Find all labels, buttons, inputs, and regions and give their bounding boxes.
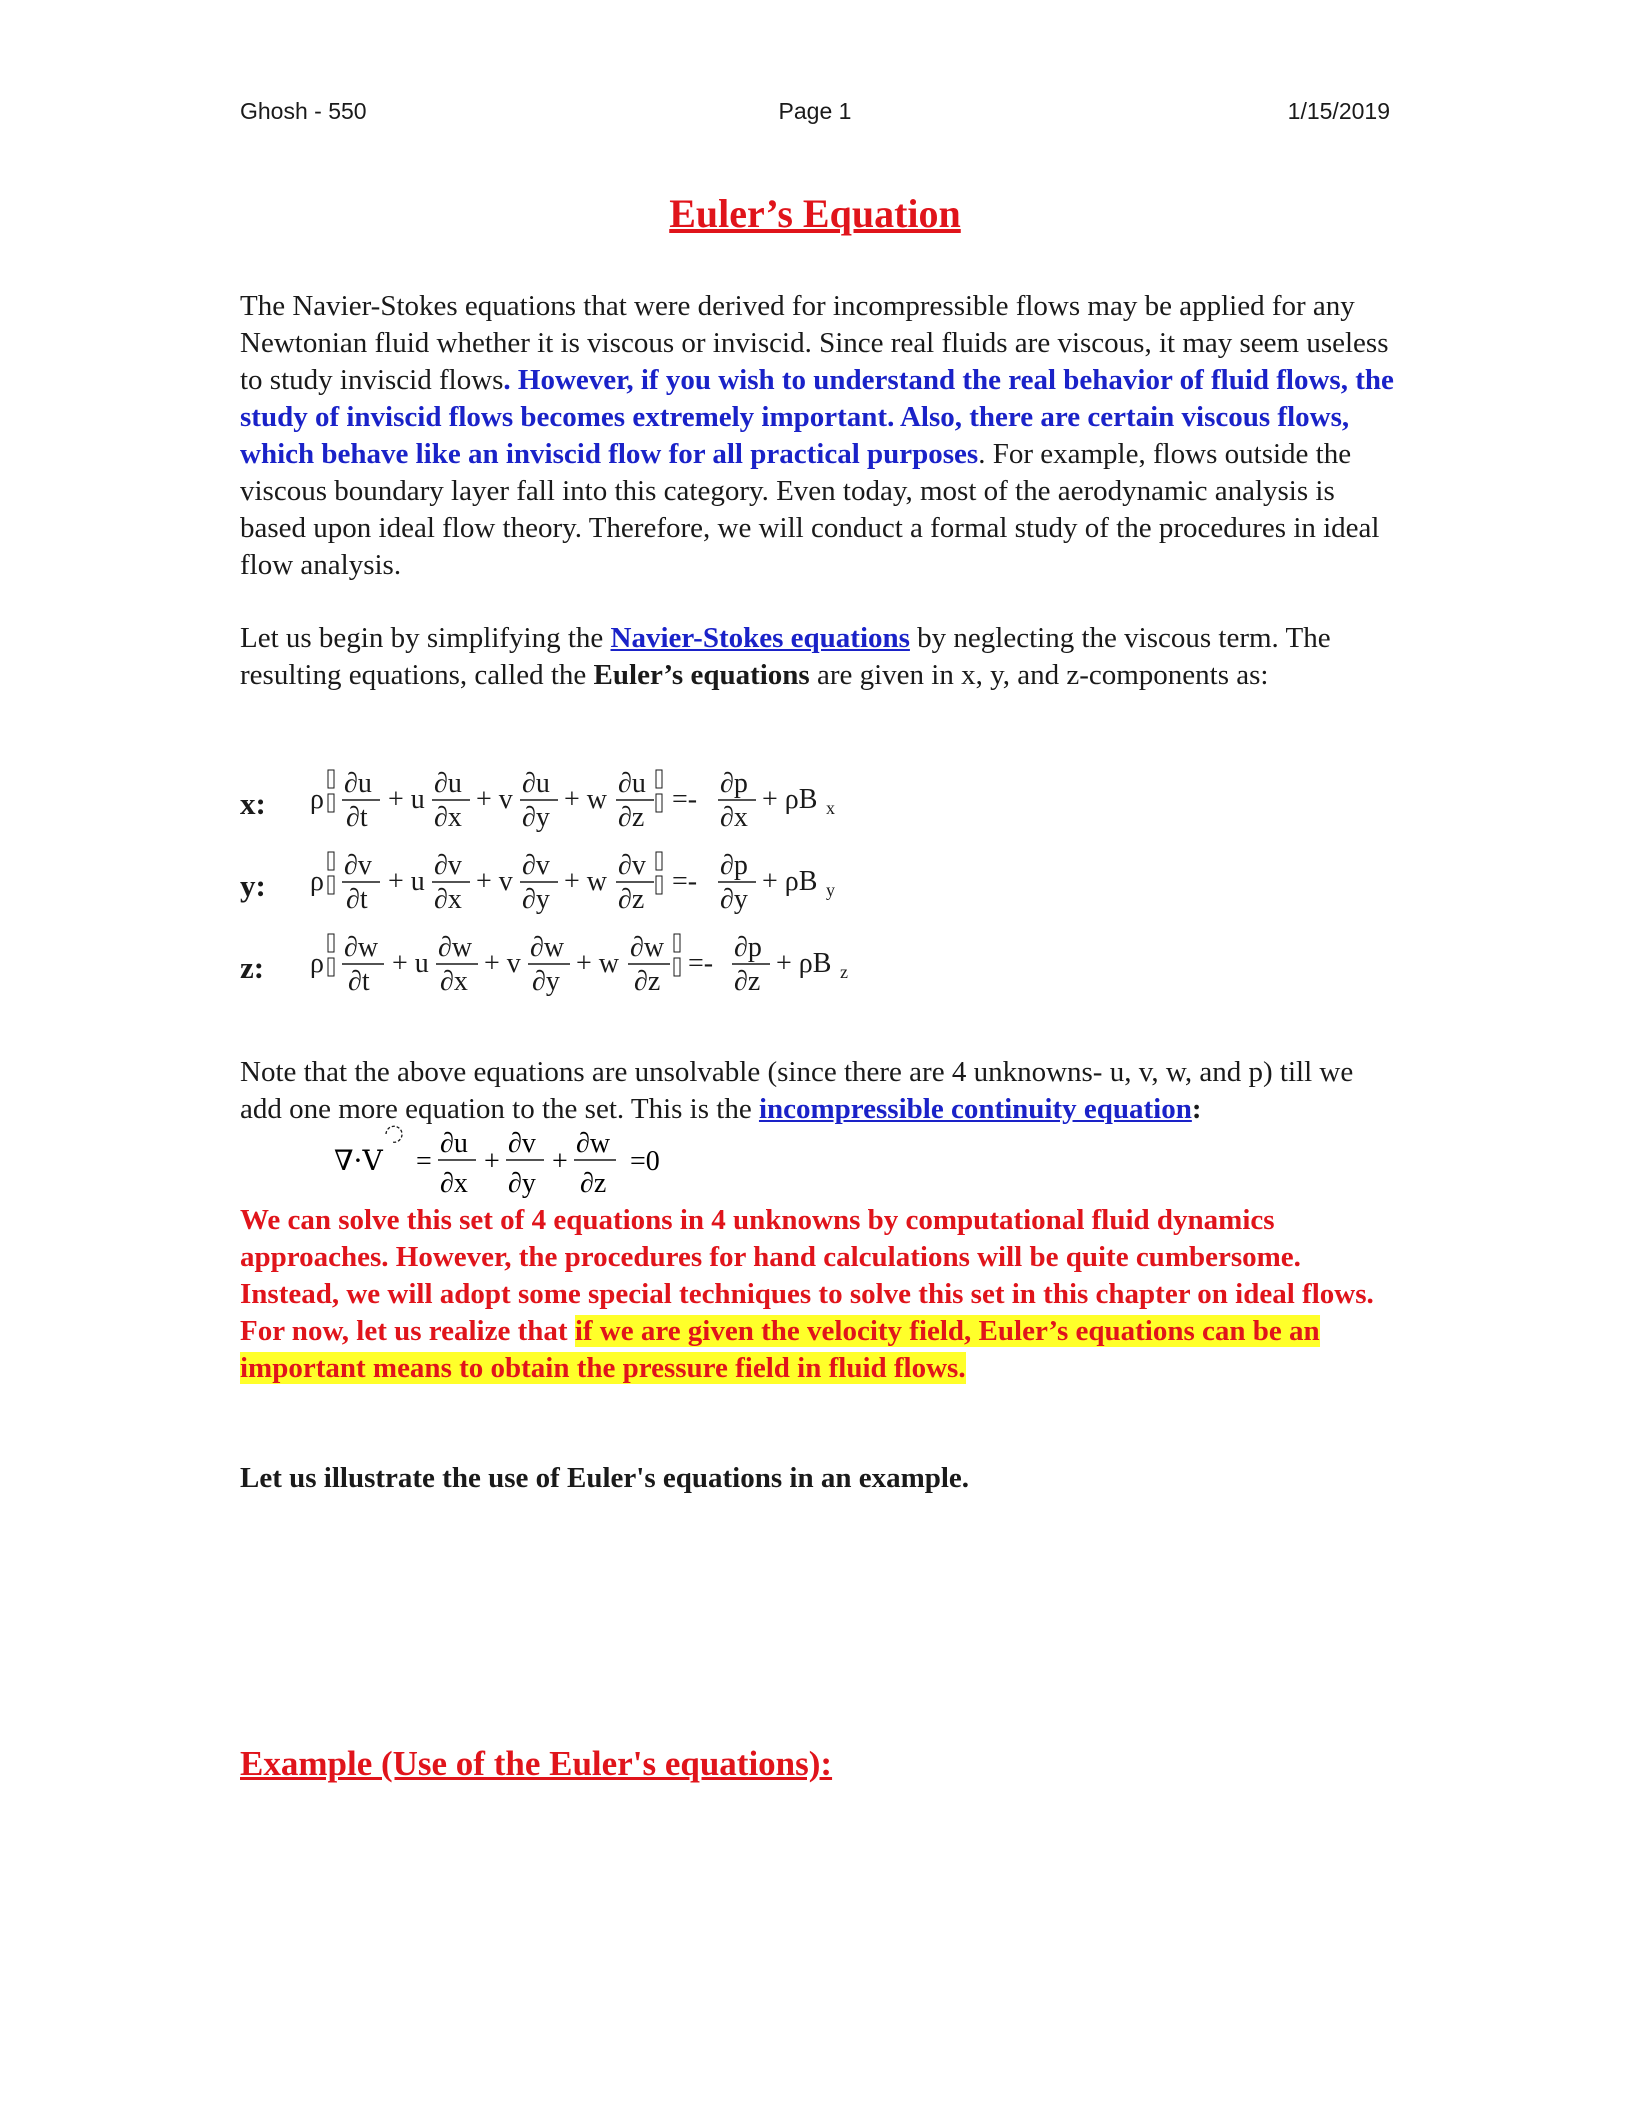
svg-text:∂t: ∂t <box>346 802 368 833</box>
svg-text:∂x: ∂x <box>434 884 462 915</box>
svg-text:ρ: ρ <box>310 784 324 815</box>
svg-text:+ w: + w <box>576 948 620 979</box>
eulers-equations-bold: Euler’s equations <box>593 659 810 691</box>
svg-text:+ ρB: + ρB <box>762 866 818 897</box>
svg-text:∂y: ∂y <box>532 966 560 997</box>
svg-text:z: z <box>840 962 848 982</box>
equation-x-label: x: <box>240 786 266 821</box>
svg-text:+ ρB: + ρB <box>762 784 818 815</box>
svg-text:∂x: ∂x <box>440 966 468 997</box>
simplify-text-3: are given in x, y, and z-components as: <box>809 659 1269 691</box>
svg-text:∂v: ∂v <box>522 850 550 881</box>
continuity-paragraph <box>240 1054 1395 1128</box>
svg-text:∂u: ∂u <box>434 768 462 799</box>
intro-text-1: The Navier-Stokes equations that were derived for incompressible flows may be applied for any Newtonian fluid whether it is viscous or inviscid. Since real fluids are viscous, it may seem useless to study inviscid flows <box>240 290 1389 396</box>
header-page-number: Page 1 <box>778 98 852 124</box>
svg-text:ρ: ρ <box>310 866 324 897</box>
svg-text:∂u: ∂u <box>440 1128 468 1159</box>
svg-text:+ u: + u <box>388 866 425 897</box>
illustrate-paragraph: Let us illustrate the use of Euler's equations in an example. <box>240 1462 970 1494</box>
simplify-text-2: by neglecting the viscous term. The resulting equations, called the <box>240 622 1331 691</box>
svg-text:∂p: ∂p <box>734 932 762 963</box>
svg-text:∂y: ∂y <box>720 884 748 915</box>
continuity-colon: : <box>1191 1093 1202 1125</box>
intro-paragraph <box>240 288 1395 584</box>
svg-text:∂w: ∂w <box>438 932 473 963</box>
svg-text:∂v: ∂v <box>508 1128 536 1159</box>
svg-text:+ v: + v <box>484 948 521 979</box>
svg-text:+: + <box>484 1146 500 1177</box>
svg-text:∂z: ∂z <box>580 1168 607 1199</box>
svg-text:∂w: ∂w <box>630 932 665 963</box>
svg-text:+ v: + v <box>476 784 513 815</box>
svg-text:∂w: ∂w <box>530 932 565 963</box>
intro-period: . <box>503 364 511 396</box>
svg-text:∂p: ∂p <box>720 850 748 881</box>
svg-text:+ ρB: + ρB <box>776 948 832 979</box>
cfd-paragraph <box>240 1202 1395 1387</box>
svg-text:x: x <box>826 798 835 818</box>
svg-text:ρ: ρ <box>310 948 324 979</box>
svg-text:∂u: ∂u <box>618 768 646 799</box>
svg-text:+ w: + w <box>564 784 608 815</box>
continuity-equation-link[interactable]: incompressible continuity equation <box>758 1093 1192 1125</box>
svg-text:∂y: ∂y <box>522 802 550 833</box>
page-header <box>240 98 1390 132</box>
svg-text:∂x: ∂x <box>434 802 462 833</box>
svg-text:∇·V: ∇·V <box>334 1144 383 1177</box>
svg-text:∂x: ∂x <box>440 1168 468 1199</box>
equation-y-label: y: <box>240 868 266 903</box>
svg-text:∂z: ∂z <box>634 966 661 997</box>
page-title: Euler’s Equation <box>669 191 961 236</box>
svg-text:∂p: ∂p <box>720 768 748 799</box>
euler-equations-math <box>300 762 940 1012</box>
cfd-text: We can solve this set of 4 equations in 4 unknowns by computational fluid dynamics approaches. However, the procedures for hand calculations will be quite cumbersome. Instead, we will adopt some special techniques to solve this set in this chapter on ideal flows. For now, let us realize that <box>240 1204 1374 1347</box>
svg-text:=0: =0 <box>630 1146 660 1177</box>
svg-text:+: + <box>552 1146 568 1177</box>
svg-text:∂v: ∂v <box>434 850 462 881</box>
svg-text:=-: =- <box>672 784 698 815</box>
example-heading: Example (Use of the Euler's equations): <box>240 1744 833 1783</box>
continuity-text: Note that the above equations are unsolvable (since there are 4 unknowns- u, v, w, and p) till we add one more equation to the set. This is the <box>240 1056 1354 1125</box>
svg-text:∂x: ∂x <box>720 802 748 833</box>
simplify-paragraph <box>240 620 1395 694</box>
svg-text:∂u: ∂u <box>344 768 372 799</box>
simplify-text-1: Let us begin by simplifying the <box>240 622 611 654</box>
svg-text:+ u: + u <box>392 948 429 979</box>
euler-x-equation <box>310 768 835 833</box>
intro-emphasis: However, if you wish to understand the real behavior of fluid flows, the study of inviscid flows becomes extremely important. Also, there are certain viscous flows, which behave like an inviscid flow for all practical purposes <box>240 364 1394 470</box>
highlighted-text: if we are given the velocity field, Euler’s equations can be an important means to obtain the pressure field in fluid flows. <box>240 1315 1320 1384</box>
svg-text:∂v: ∂v <box>618 850 646 881</box>
svg-text:∂v: ∂v <box>344 850 372 881</box>
continuity-equation-math <box>330 1120 710 1202</box>
svg-text:∂y: ∂y <box>508 1168 536 1199</box>
svg-text:∂w: ∂w <box>576 1128 611 1159</box>
svg-text:=-: =- <box>672 866 698 897</box>
svg-text:=-: =- <box>688 948 714 979</box>
svg-text:y: y <box>826 880 835 900</box>
svg-text:=: = <box>416 1146 432 1177</box>
header-date: 1/15/2019 <box>1287 98 1390 124</box>
equation-z-label: z: <box>240 950 265 985</box>
svg-text:+ u: + u <box>388 784 425 815</box>
euler-z-equation <box>310 932 848 997</box>
svg-text:∂z: ∂z <box>618 802 645 833</box>
svg-text:∂w: ∂w <box>344 932 379 963</box>
svg-text:∂z: ∂z <box>734 966 761 997</box>
euler-y-equation <box>310 850 835 915</box>
header-author: Ghosh - 550 <box>240 98 367 124</box>
intro-text-2: . For example, flows outside the viscous boundary layer fall into this category. Even today, most of the aerodynamic analysis is based upon ideal flow theory. Therefore, we will conduct a formal study of the procedures in ideal flow analysis. <box>240 438 1380 581</box>
svg-text:∂u: ∂u <box>522 768 550 799</box>
navier-stokes-link[interactable]: Navier-Stokes equations <box>610 622 910 654</box>
svg-text:∂t: ∂t <box>348 966 370 997</box>
svg-text:∂z: ∂z <box>618 884 645 915</box>
svg-text:∂y: ∂y <box>522 884 550 915</box>
svg-text:+ w: + w <box>564 866 608 897</box>
svg-text:+ v: + v <box>476 866 513 897</box>
svg-text:∂t: ∂t <box>346 884 368 915</box>
